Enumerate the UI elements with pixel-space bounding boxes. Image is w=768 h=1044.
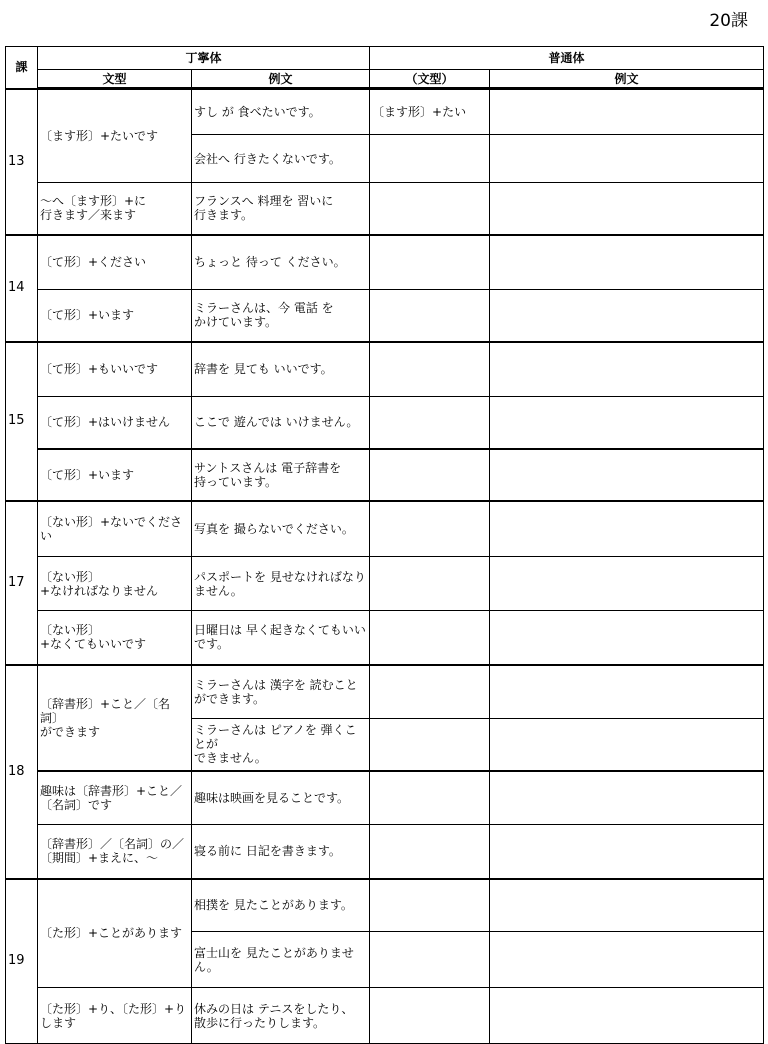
table-row: [6, 771, 764, 825]
example-cell: 辞書を 見ても いいです。: [192, 342, 370, 397]
plain-pattern-cell: [370, 501, 490, 557]
table-row: [6, 290, 764, 342]
plain-example-cell: [490, 135, 764, 183]
example-cell: 日曜日は 早く起きなくてもいい です。: [192, 611, 370, 665]
plain-pattern-cell: [370, 397, 490, 449]
plain-pattern-cell: [370, 665, 490, 719]
header-lesson: 課: [6, 47, 38, 89]
header-bunkei-paren: （文型）: [370, 70, 490, 89]
pattern-cell: 〔て形〕+はいけません: [38, 397, 192, 449]
plain-example-cell: [490, 89, 764, 135]
pattern-cell: 〔た形〕+り、〔た形〕+り します: [38, 988, 192, 1044]
table-row: [6, 611, 764, 665]
pattern-cell: 〔て形〕+います: [38, 449, 192, 501]
header-reibun-plain: 例文: [490, 70, 764, 89]
lesson-number-cell: 17: [6, 501, 38, 665]
grammar-table: [5, 46, 764, 1044]
plain-pattern-cell: [370, 557, 490, 611]
plain-example-cell: [490, 988, 764, 1044]
pattern-cell: 〔ない形〕+ないでください: [38, 501, 192, 557]
example-cell: ここで 遊んでは いけません。: [192, 397, 370, 449]
header-reibun: 例文: [192, 70, 370, 89]
plain-pattern-cell: [370, 342, 490, 397]
example-cell: 趣味は映画を見ることです。: [192, 771, 370, 825]
example-cell: ちょっと 待って ください。: [192, 235, 370, 290]
table-body: [6, 89, 764, 1044]
plain-example-cell: [490, 879, 764, 932]
example-cell: フランスへ 料理を 習いに 行きます。: [192, 183, 370, 235]
pattern-cell: ～へ〔ます形〕+に 行きます／来ます: [38, 183, 192, 235]
example-cell: すし が 食べたいです。: [192, 89, 370, 135]
pattern-cell: 〔た形〕+ことがあります: [38, 879, 192, 988]
plain-example-cell: [490, 611, 764, 665]
pattern-cell: 趣味は〔辞書形〕+こと／ 〔名詞〕です: [38, 771, 192, 825]
table-row: [6, 342, 764, 397]
pattern-cell: 〔ない形〕 +なくてもいいです: [38, 611, 192, 665]
example-cell: 相撲を 見たことがあります。: [192, 879, 370, 932]
plain-example-cell: [490, 397, 764, 449]
table-row: [6, 89, 764, 135]
example-cell: 寝る前に 日記を書きます。: [192, 825, 370, 879]
header-bunkei: 文型: [38, 70, 192, 89]
plain-example-cell: [490, 825, 764, 879]
pattern-cell: 〔ます形〕+たいです: [38, 89, 192, 183]
plain-example-cell: [490, 557, 764, 611]
table-row: [6, 879, 764, 932]
example-cell: サントスさんは 電子辞書を 持っています。: [192, 449, 370, 501]
table-row: [6, 449, 764, 501]
plain-pattern-cell: [370, 449, 490, 501]
pattern-cell: 〔て形〕+ください: [38, 235, 192, 290]
example-cell: ミラーさんは ピアノを 弾くことが できません。: [192, 719, 370, 771]
plain-pattern-cell: [370, 988, 490, 1044]
table-row: [6, 235, 764, 290]
plain-example-cell: [490, 290, 764, 342]
plain-pattern-cell: [370, 825, 490, 879]
plain-pattern-cell: [370, 932, 490, 988]
lesson-number-cell: 18: [6, 665, 38, 879]
plain-pattern-cell: [370, 771, 490, 825]
lesson-number-cell: 15: [6, 342, 38, 501]
pattern-cell: 〔て形〕+もいいです: [38, 342, 192, 397]
plain-pattern-cell: 〔ます形〕+たい: [370, 89, 490, 135]
plain-pattern-cell: [370, 290, 490, 342]
pattern-cell: 〔ない形〕 +なければなりません: [38, 557, 192, 611]
plain-example-cell: [490, 771, 764, 825]
lesson-number-cell: 13: [6, 89, 38, 235]
header-teinei: 丁寧体: [38, 47, 370, 70]
page-label: 20課: [709, 11, 748, 31]
plain-example-cell: [490, 342, 764, 397]
plain-pattern-cell: [370, 879, 490, 932]
pattern-cell: 〔辞書形〕+こと／〔名詞〕 ができます: [38, 665, 192, 771]
plain-example-cell: [490, 719, 764, 771]
example-cell: ミラーさんは 漢字を 読むこと ができます。: [192, 665, 370, 719]
header-futsuu: 普通体: [370, 47, 764, 70]
example-cell: 会社へ 行きたくないです。: [192, 135, 370, 183]
plain-pattern-cell: [370, 135, 490, 183]
pattern-cell: 〔辞書形〕／〔名詞〕の／ 〔期間〕+まえに、～: [38, 825, 192, 879]
example-cell: 富士山を 見たことがありません。: [192, 932, 370, 988]
example-cell: パスポートを 見せなければなり ません。: [192, 557, 370, 611]
table-row: [6, 665, 764, 719]
table-row: [6, 557, 764, 611]
lesson-number-cell: 14: [6, 235, 38, 342]
lesson-number-cell: 19: [6, 879, 38, 1044]
plain-example-cell: [490, 183, 764, 235]
table-row: [6, 183, 764, 235]
plain-example-cell: [490, 501, 764, 557]
pattern-cell: 〔て形〕+います: [38, 290, 192, 342]
plain-pattern-cell: [370, 183, 490, 235]
example-cell: 休みの日は テニスをしたり、 散歩に行ったりします。: [192, 988, 370, 1044]
table-row: [6, 397, 764, 449]
plain-example-cell: [490, 665, 764, 719]
plain-example-cell: [490, 449, 764, 501]
example-cell: 写真を 撮らないでください。: [192, 501, 370, 557]
plain-example-cell: [490, 932, 764, 988]
plain-example-cell: [490, 235, 764, 290]
plain-pattern-cell: [370, 719, 490, 771]
plain-pattern-cell: [370, 611, 490, 665]
example-cell: ミラーさんは、今 電話 を かけています。: [192, 290, 370, 342]
table-row: [6, 988, 764, 1044]
table-row: [6, 501, 764, 557]
table-row: [6, 825, 764, 879]
plain-pattern-cell: [370, 235, 490, 290]
